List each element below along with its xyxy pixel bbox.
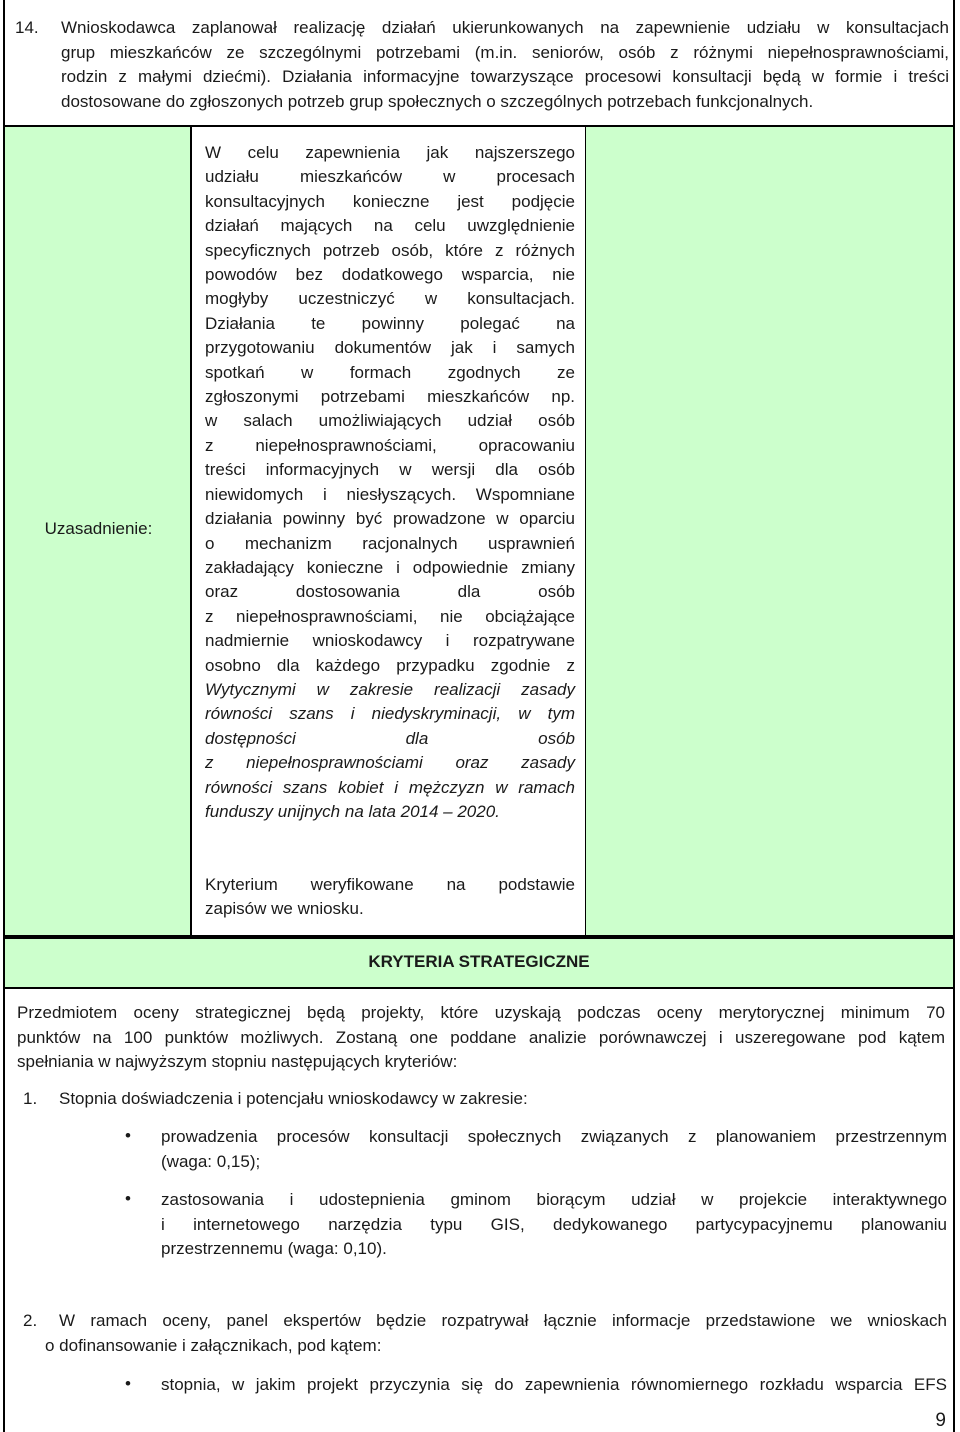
justification-line: udziału mieszkańców w procesach	[205, 167, 575, 187]
justification-label: Uzasadnienie:	[44, 519, 153, 538]
guidelines-reference-text: z niepełnosprawnościami oraz zasady	[205, 753, 575, 773]
justification-line: niewidomych i niesłyszących. Wspomniane	[205, 484, 575, 504]
strategic-intro	[17, 1001, 945, 1075]
guidelines-reference-text: funduszy unijnych na lata 2014 – 2020.	[205, 801, 500, 821]
justification-line: z niepełnosprawnościami, opracowaniu	[205, 435, 575, 455]
strategic-item-1-number: 1.	[23, 1089, 38, 1108]
bullet-icon: •	[125, 1126, 131, 1145]
criterion-14-block	[3, 0, 955, 127]
justification-line: przygotowaniu dokumentów jak i samych	[205, 338, 575, 358]
page-number: 9	[935, 1410, 946, 1431]
justification-row	[3, 127, 955, 937]
strategic-item-1-text: Stopnia doświadczenia i potencjału wnioskodawcy w zakresie:	[59, 1089, 528, 1108]
strategic-item-1-bullet	[125, 1125, 947, 1174]
strategic-intro-line: Przedmiotem oceny strategicznej będą projekty, które uzyskają podczas oceny merytorycznej minimum 70	[17, 1003, 945, 1022]
criterion-14-text	[61, 16, 949, 114]
strategic-item-2-bullet	[125, 1373, 947, 1398]
bullet-line: przestrzennemu (waga: 0,10).	[161, 1239, 387, 1258]
guidelines-reference-text: dostępności dla osób	[205, 728, 575, 748]
criterion-14-line: grup mieszkańców ze szczególnymi potrzebami (m.in. seniorów, osób z różnymi niepełnosprawnościami,	[61, 42, 949, 62]
justification-line: o mechanizm racjonalnych usprawnień	[205, 533, 575, 553]
guidelines-reference-line	[205, 702, 575, 726]
strategic-criteria-header: KRYTERIA STRATEGICZNE	[3, 937, 955, 989]
strategic-item-2-line: W ramach oceny, panel ekspertów będzie rozpatrywał łącznie informacje przedstawione we wnioskach	[59, 1311, 947, 1330]
strategic-item-1-bullet	[125, 1188, 947, 1262]
justification-line: spotkań w formach zgodnych ze	[205, 362, 575, 382]
strategic-item-2-text	[45, 1309, 947, 1358]
justification-line: działania powinny być prowadzone w oparciu	[205, 509, 575, 529]
justification-line: specyficznych potrzeb osób, które z różnych	[205, 240, 575, 260]
bullet-line: stopnia, w jakim projekt przyczynia się do zapewnienia równomiernego rozkładu wsparcia EFS	[161, 1375, 947, 1394]
guidelines-reference-line	[205, 776, 575, 800]
criterion-14-number: 14.	[15, 18, 39, 37]
bullet-line: zastosowania i udostepnienia gminom biorącym udział w projekcie interaktywnego	[161, 1190, 947, 1209]
justification-line: zgłoszonymi potrzebami mieszkańców np.	[205, 387, 575, 407]
justification-line: oraz dostosowania dla osób	[205, 582, 575, 602]
justification-label-cell	[5, 127, 192, 935]
justification-line: powodów bez dodatkowego wsparcia, nie	[205, 265, 575, 285]
criterion-14-line: rodzin z małymi dziećmi). Działania informacyjne towarzyszące procesowi konsultacji będą w formie i treści	[61, 67, 949, 86]
justification-text	[205, 141, 575, 824]
justification-line: zakładający konieczne i odpowiednie zmiany	[205, 557, 575, 577]
justification-line: Działania te powinny polegać na	[205, 313, 575, 333]
justification-line: treści informacyjnych w wersji dla osób	[205, 460, 575, 480]
strategic-item-2-line: o dofinansowanie i załącznikach, pod kątem:	[45, 1335, 382, 1355]
strategic-intro-line: spełniania w najwyższym stopniu następujących kryteriów:	[17, 1052, 458, 1071]
justification-line: z niepełnosprawnościami, nie obciążające	[205, 606, 575, 626]
verification-line: zapisów we wniosku.	[205, 899, 364, 919]
guidelines-reference-text: równości szans kobiet i mężczyzn w ramach	[205, 777, 575, 797]
justification-line: nadmiernie wnioskodawcy i rozpatrywane	[205, 631, 575, 651]
guidelines-reference-line	[205, 751, 575, 775]
bullet-line: (waga: 0,15);	[161, 1151, 261, 1171]
verification-note	[205, 873, 575, 922]
justification-line: konsultacyjnych konieczne jest podjęcie	[205, 191, 575, 211]
strategic-intro-line: punktów na 100 punktów możliwych. Zostaną one poddane analizie porównawczej i uszeregowane pod kątem	[17, 1027, 945, 1047]
criterion-14-line: dostosowane do zgłoszonych potrzeb grup społecznych o szczególnych potrzebach funkcjonalnych.	[61, 91, 814, 111]
guidelines-reference-line	[205, 800, 575, 824]
justification-line: osobno dla każdego przypadku zgodnie z	[205, 655, 575, 675]
bullet-icon: •	[125, 1189, 131, 1208]
justification-content-cell	[192, 127, 585, 935]
justification-line: działań mających na celu uwzględnienie	[205, 216, 575, 236]
bullet-line: prowadzenia procesów konsultacji społecznych związanych z planowaniem przestrzennym	[161, 1127, 947, 1146]
strategic-item-2-number: 2.	[23, 1311, 38, 1330]
justification-line: mogłyby uczestniczyć w konsultacjach.	[205, 289, 575, 309]
justification-line: w salach umożliwiających udział osób	[205, 411, 575, 431]
justification-line: W celu zapewnienia jak najszerszego	[205, 143, 575, 162]
strategic-criteria-block	[3, 989, 955, 1432]
bullet-icon: •	[125, 1374, 131, 1393]
criterion-14-line: Wnioskodawca zaplanował realizację działań ukierunkowanych na zapewnienie udziału w konsultacjach	[61, 18, 949, 37]
guidelines-reference-text: równości szans i niedyskryminacji, w tym	[205, 704, 575, 724]
verification-line: Kryterium weryfikowane na podstawie	[205, 875, 575, 894]
bullet-line: i internetowego narzędzia typu GIS, dedykowanego partycypacyjnemu planowaniu	[161, 1214, 947, 1234]
score-cell	[585, 127, 953, 935]
guidelines-reference-line	[205, 678, 575, 702]
guidelines-reference-text: Wytycznymi w zakresie realizacji zasady	[205, 679, 575, 699]
guidelines-reference-line	[205, 727, 575, 751]
